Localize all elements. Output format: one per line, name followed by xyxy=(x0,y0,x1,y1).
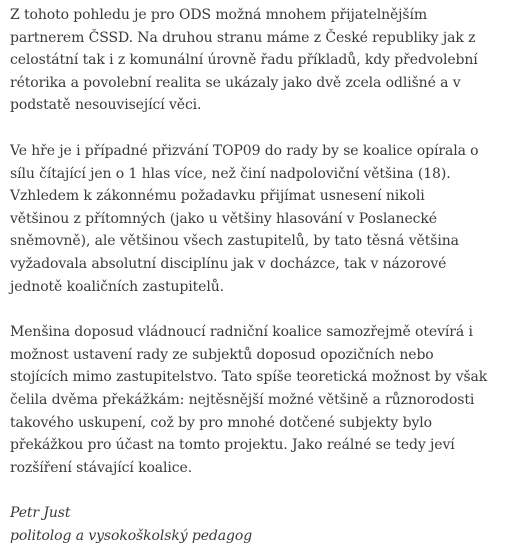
author-role: politolog a vysokoškolský pedagog xyxy=(10,527,253,544)
paragraph-1: Z tohoto pohledu je pro ODS možná mnohem přijatelnějším partnerem ČSSD. Na druhou stranu máme z České republiky jak z celostátní tak i z komunální úrovně řadu příkladů, kdy předvolební rétorika a povolební realita se ukázaly jako dvě zcela odlišné a v podstatě nesouvisející věci. xyxy=(10,7,478,114)
signature-block xyxy=(10,502,501,547)
paragraph-3: Menšina doposud vládnoucí radniční koalice samozřejmě otevírá i možnost ustavení rady ze subjektů doposud opozičních nebo stojících mimo zastupitelstvo. Tato spíše teoretická možnost by však čelila dvěma překážkám: nejtěsnější možné většině a různorodosti takového uskupení, což by pro mnohé dotčené subjekty bylo překážkou pro účast na tomto projektu. Jako reálné se tedy jeví rozšíření stávající koalice. xyxy=(10,324,488,476)
paragraph-2: Ve hře je i případné přizvání TOP09 do rady by se koalice opírala o sílu čítající jen o 1 hlas více, než činí nadpoloviční většina (18). Vzhledem k zákonnému požadavku přijímat usnesení nikoli většinou z přítomných (jako u většiny hlasování v Poslanecké sněmovně), ale většinou všech zastupitelů, by tato těsná většina vyžadovala absolutní disciplínu jak v docházce, tak v názorové jednotě koaličních zastupitelů. xyxy=(10,142,479,295)
author-name: Petr Just xyxy=(10,505,71,522)
